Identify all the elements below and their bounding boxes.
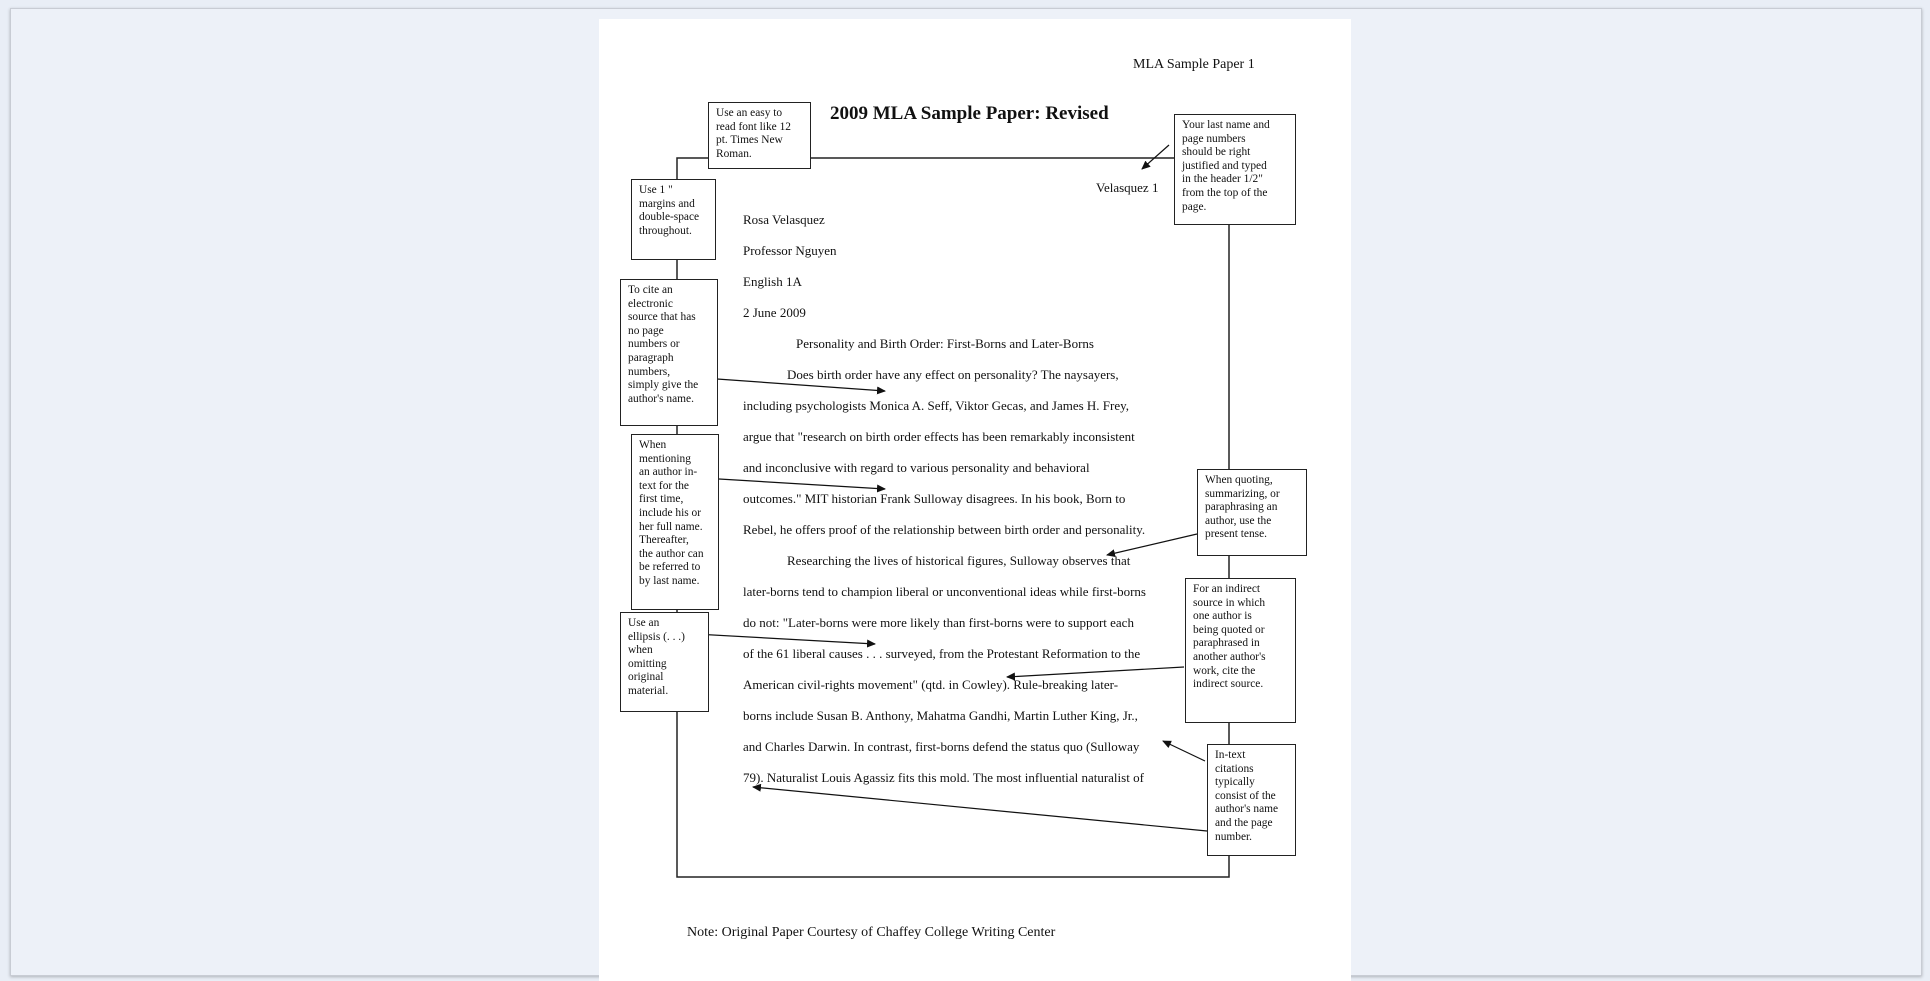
body-line: Researching the lives of historical figures, Sulloway observes that	[787, 553, 1131, 568]
body-line: including psychologists Monica A. Seff, Viktor Gecas, and James H. Frey,	[743, 398, 1130, 413]
body-line: outcomes." MIT historian Frank Sulloway disagrees. In his book, Born to	[743, 491, 1126, 506]
document-viewer	[10, 8, 1922, 976]
annotation-electronic-source: To cite an electronic source that has no page numbers or paragraph numbers, simply give the author's name.	[620, 279, 718, 426]
paper-title: 2009 MLA Sample Paper: Revised	[830, 103, 1109, 124]
body-line: later-borns tend to champion liberal or unconventional ideas while first-borns	[743, 584, 1146, 599]
body-line: and Charles Darwin. In contrast, first-borns defend the status quo (Sulloway	[743, 739, 1140, 754]
annotation-ellipsis: Use an ellipsis (. . .) when omitting original material.	[620, 612, 709, 712]
running-head: Velasquez 1	[1096, 180, 1159, 195]
body-line: 79). Naturalist Louis Agassiz fits this mold. The most influential naturalist of	[743, 770, 1144, 785]
annotation-intext-citations: In-text citations typically consist of the author's name and the page number.	[1207, 744, 1296, 856]
heading-professor: Professor Nguyen	[743, 243, 837, 258]
body-line: of the 61 liberal causes . . . surveyed, from the Protestant Reformation to the	[743, 646, 1141, 661]
heading-date: 2 June 2009	[743, 305, 806, 320]
heading-name: Rosa Velasquez	[743, 212, 825, 227]
essay-title: Personality and Birth Order: First-Borns and Later-Borns	[796, 336, 1094, 351]
annotation-font: Use an easy to read font like 12 pt. Times New Roman.	[708, 102, 811, 169]
body-line: borns include Susan B. Anthony, Mahatma Gandhi, Martin Luther King, Jr.,	[743, 708, 1138, 723]
source-note: Note: Original Paper Courtesy of Chaffey College Writing Center	[687, 925, 1056, 940]
arrow-header-info	[1142, 145, 1169, 169]
body-line: Does birth order have any effect on personality? The naysayers,	[787, 367, 1119, 382]
annotation-margins: Use 1 " margins and double-space throughout.	[631, 179, 716, 260]
pdf-page	[599, 19, 1351, 981]
body-line: argue that "research on birth order effects has been remarkably inconsistent	[743, 429, 1135, 444]
body-line: do not: "Later-borns were more likely than first-borns were to support each	[743, 615, 1134, 630]
arrow-author-name	[719, 479, 885, 489]
annotation-header-info: Your last name and page numbers should be right justified and typed in the header 1/2" from the top of the page.	[1174, 114, 1296, 225]
page-header-label: MLA Sample Paper 1	[1133, 57, 1255, 72]
arrow-intext-lower	[753, 787, 1207, 831]
body-line: and inconclusive with regard to various personality and behavioral	[743, 460, 1090, 475]
annotation-indirect-source: For an indirect source in which one author is being quoted or paraphrased in another author's work, cite the indirect source.	[1185, 578, 1296, 723]
annotation-present-tense: When quoting, summarizing, or paraphrasing an author, use the present tense.	[1197, 469, 1307, 556]
body-line: Rebel, he offers proof of the relationship between birth order and personality.	[743, 522, 1146, 537]
annotation-author-name: When mentioning an author in- text for the first time, include his or her full name. Thereafter, the author can be referred to by last name.	[631, 434, 719, 610]
arrow-indirect	[1007, 667, 1184, 677]
heading-course: English 1A	[743, 274, 802, 289]
body-line: American civil-rights movement" (qtd. in Cowley). Rule-breaking later-	[743, 677, 1119, 692]
arrow-intext-upper	[1163, 741, 1205, 761]
